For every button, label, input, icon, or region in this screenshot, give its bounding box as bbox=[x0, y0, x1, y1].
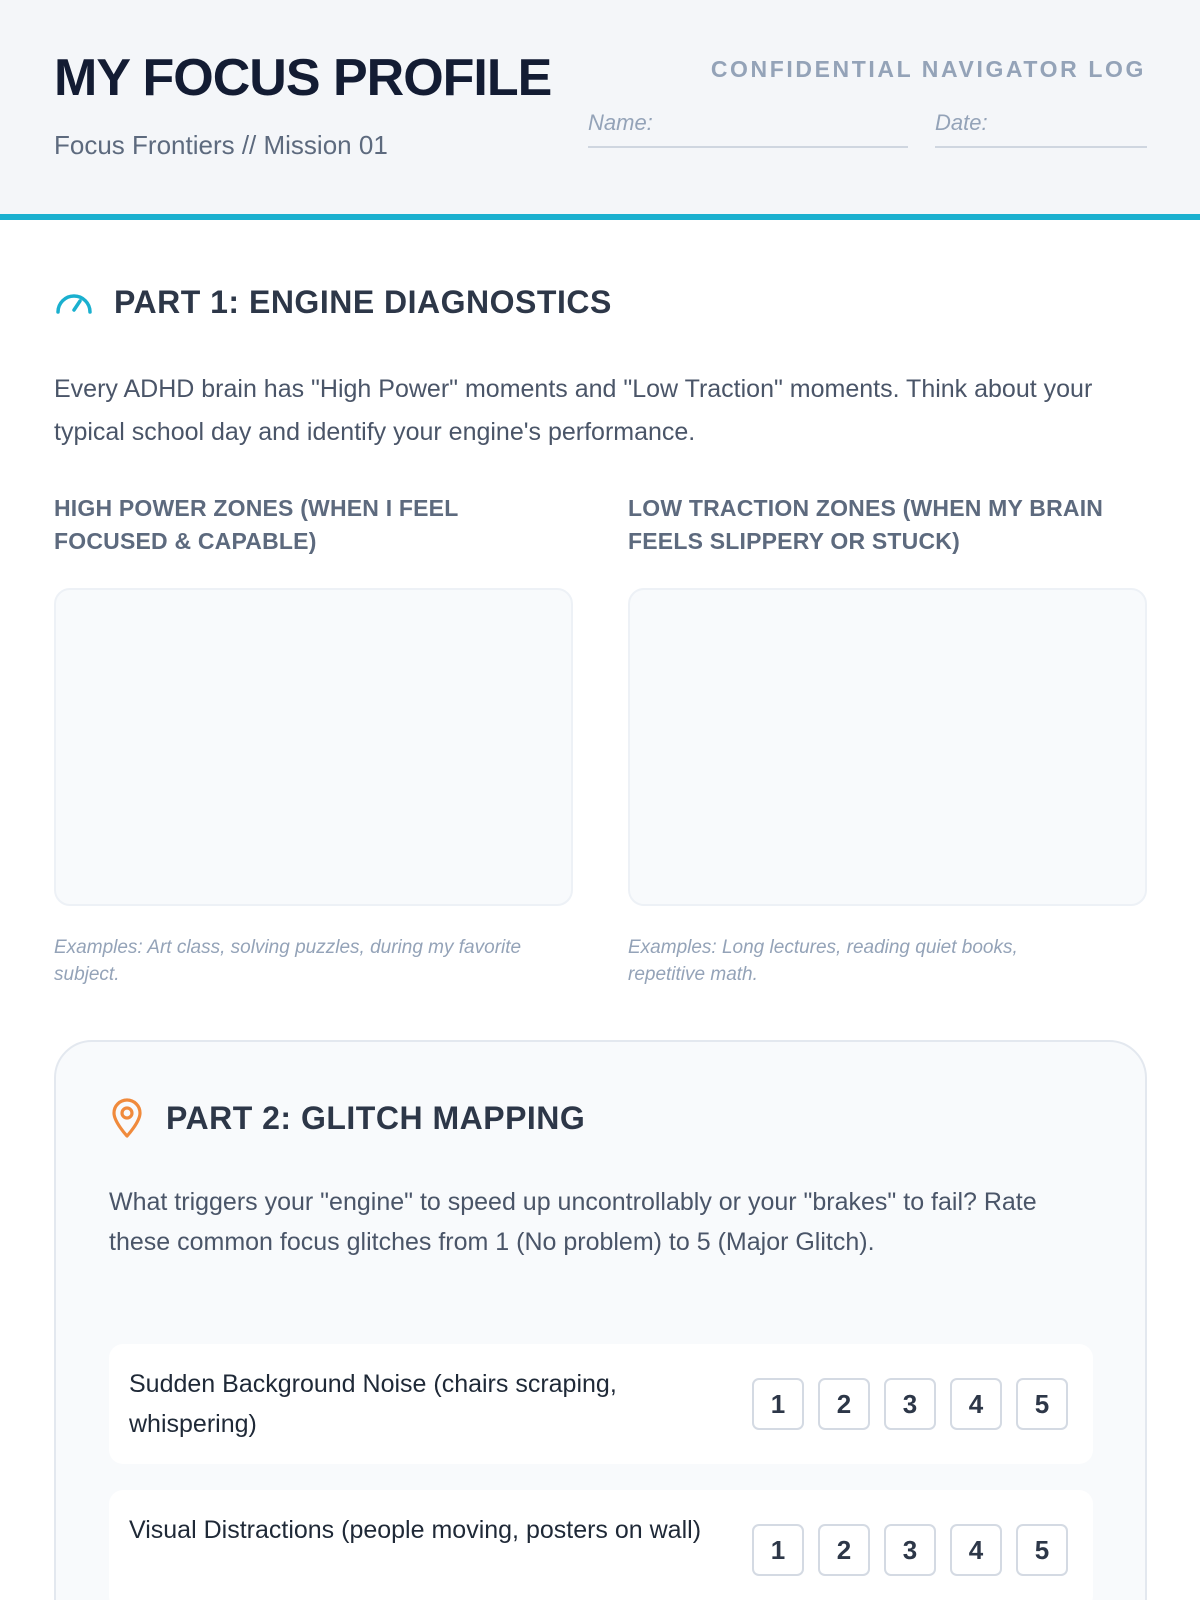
part2-title: PART 2: GLITCH MAPPING bbox=[166, 1099, 586, 1136]
rating-option-2[interactable]: 2 bbox=[818, 1378, 870, 1430]
rating-option-2[interactable]: 2 bbox=[818, 1524, 870, 1576]
part2-intro: What triggers your "engine" to speed up uncontrollably or your "brakes" to fail? Rate these common focus glitches from 1 (No problem) to 5 (Major Glitch). bbox=[109, 1188, 1037, 1256]
rating-option-4[interactable]: 4 bbox=[950, 1378, 1002, 1430]
high-power-input[interactable] bbox=[54, 588, 573, 906]
name-field-placeholder: Name: bbox=[588, 110, 653, 135]
high-power-label: HIGH POWER ZONES (WHEN I FEEL FOCUSED & CAPABLE) bbox=[54, 495, 459, 554]
name-field[interactable] bbox=[588, 108, 908, 148]
glitch-label: Sudden Background Noise (chairs scraping, whispering) bbox=[129, 1370, 617, 1438]
page-subtitle: Focus Frontiers // Mission 01 bbox=[54, 130, 388, 160]
speedometer-icon bbox=[54, 282, 94, 322]
rating-option-1[interactable]: 1 bbox=[752, 1378, 804, 1430]
rating-option-4[interactable]: 4 bbox=[950, 1524, 1002, 1576]
date-field-placeholder: Date: bbox=[935, 110, 988, 135]
map-pin-icon bbox=[110, 1098, 144, 1138]
rating-option-3[interactable]: 3 bbox=[884, 1524, 936, 1576]
page-header bbox=[0, 0, 1200, 220]
glitch-label: Visual Distractions (people moving, posters on wall) bbox=[129, 1516, 702, 1544]
rating-option-3[interactable]: 3 bbox=[884, 1378, 936, 1430]
part2-heading bbox=[110, 1098, 585, 1138]
part1-intro: Every ADHD brain has "High Power" moments and "Low Traction" moments. Think about your typical school day and identify your engine's performance. bbox=[54, 375, 1093, 446]
low-traction-example: Examples: Long lectures, reading quiet books, repetitive math. bbox=[628, 937, 1018, 985]
glitch-row bbox=[109, 1344, 1093, 1464]
rating-option-5[interactable]: 5 bbox=[1016, 1524, 1068, 1576]
low-traction-input[interactable] bbox=[628, 588, 1147, 906]
rating-scale bbox=[752, 1378, 1068, 1430]
page-title: MY FOCUS PROFILE bbox=[54, 49, 552, 107]
part1-heading bbox=[54, 282, 612, 322]
confidential-label: CONFIDENTIAL NAVIGATOR LOG bbox=[710, 56, 1146, 82]
glitch-row bbox=[109, 1490, 1093, 1600]
high-power-example: Examples: Art class, solving puzzles, during my favorite subject. bbox=[54, 937, 522, 985]
low-traction-label: LOW TRACTION ZONES (WHEN MY BRAIN FEELS SLIPPERY OR STUCK) bbox=[628, 495, 1104, 554]
rating-option-5[interactable]: 5 bbox=[1016, 1378, 1068, 1430]
rating-option-1[interactable]: 1 bbox=[752, 1524, 804, 1576]
date-field[interactable] bbox=[935, 108, 1147, 148]
part1-title: PART 1: ENGINE DIAGNOSTICS bbox=[114, 283, 612, 320]
rating-scale bbox=[752, 1524, 1068, 1576]
